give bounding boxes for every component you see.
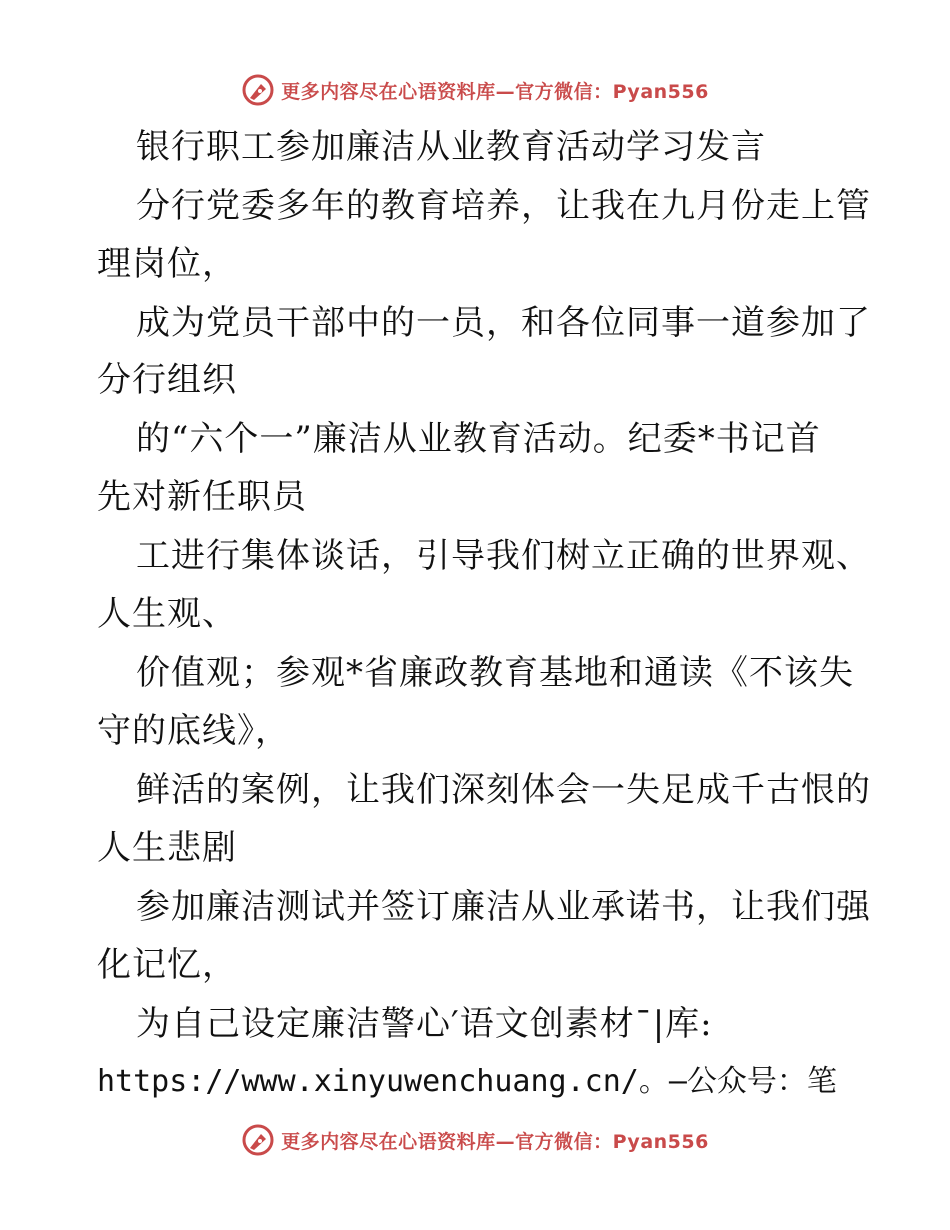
paragraph-line: 鲜活的案例，让我们深刻体会一失足成千古恨的 [136,770,871,810]
footer-watermark [0,1120,950,1160]
pen-nib-circle-icon [241,1123,275,1157]
watermark-text: 更多内容尽在心语资料库—官方微信：Pyan556 [281,80,709,103]
paragraph-line: 先对新任职员 [97,477,307,517]
paragraph-line-url: https://www.xinyuwenchuang.cn/。—公众号：笔 [97,1064,837,1099]
paragraph-line: 为自己设定廉洁警心′语文创素材¯|库: [136,1004,713,1044]
watermark-text: 更多内容尽在心语资料库—官方微信：Pyan556 [281,1130,709,1153]
paragraph-line: 人生观、 [97,594,237,634]
paragraph-line: 的“六个一”廉洁从业教育活动。纪委*书记首 [136,419,821,459]
paragraph-line: 参加廉洁测试并签订廉洁从业承诺书，让我们强 [136,887,871,927]
paragraph-line: 价值观；参观*省廉政教育基地和通读《不该失 [136,653,854,693]
paragraph-line: 分行党委多年的教育培养，让我在九月份走上管 [136,186,871,226]
paragraph-line: 守的底线》， [97,711,290,751]
paragraph-line: 化记忆， [97,945,237,985]
paragraph-line: 理岗位， [97,244,237,284]
paragraph-line: 人生悲剧 [97,828,237,868]
document-title: 银行职工参加廉洁从业教育活动学习发言 [136,127,766,167]
paragraph-line: 成为党员干部中的一员，和各位同事一道参加了 [136,303,871,343]
paragraph-line: 工进行集体谈话，引导我们树立正确的世界观、 [136,536,871,576]
paragraph-line: 分行组织 [97,360,237,400]
